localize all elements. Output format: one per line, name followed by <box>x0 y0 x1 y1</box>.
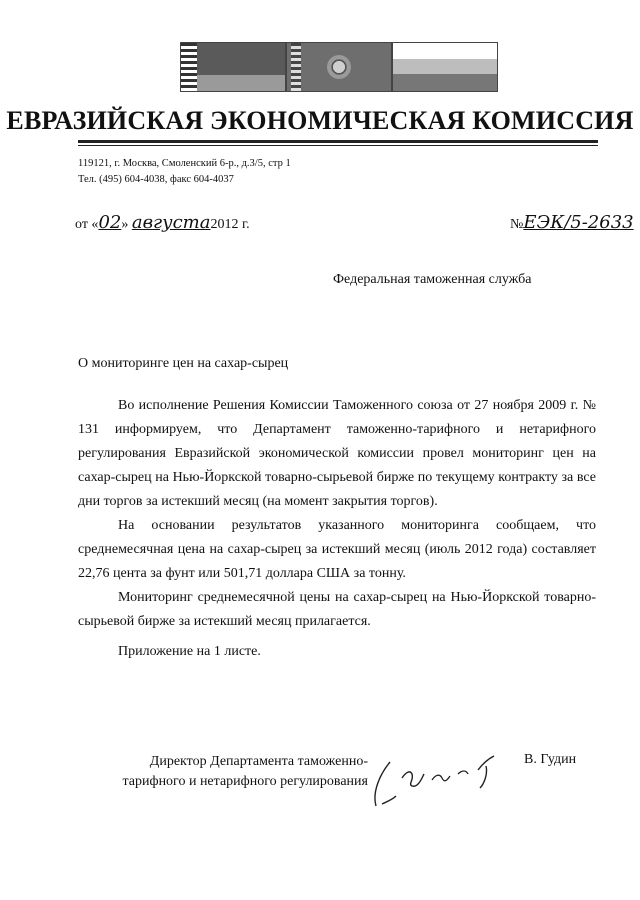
russia-flag-icon <box>392 42 498 92</box>
recipient: Федеральная таможенная служба <box>333 272 532 287</box>
address-line: 119121, г. Москва, Смоленский 6-р., д.3/5, стр 1 <box>78 158 291 169</box>
letter-date <box>75 212 250 233</box>
phone-line: Тел. (495) 604-4038, факс 604-4037 <box>78 174 234 185</box>
signatory-title <box>78 752 368 792</box>
body-paragraph: Во исполнение Решения Комиссии Таможенного союза от 27 ноября 2009 г. № 131 информируем, что Департамент таможенно-тарифного и нетарифного регулирования Евразийской экономической комиссии провел мониторинг цен на сахар-сырец на Нью-Йоркской товарно-сырьевой бирже по текущему контракту за все дни торгов за истекший месяц (на момент закрытия торгов). <box>78 398 596 509</box>
signatory-name: В. Гудин <box>524 752 577 767</box>
date-day: 02 <box>98 212 122 233</box>
date-year: 2012 г. <box>210 217 250 232</box>
number-value: ЕЭК/5-2633 <box>523 212 634 233</box>
flags-row <box>0 42 640 94</box>
organization-title: ЕВРАЗИЙСКАЯ ЭКОНОМИЧЕСКАЯ КОМИССИЯ <box>6 106 634 135</box>
date-mid: » <box>121 217 129 232</box>
header-rule-thick <box>78 140 598 143</box>
subject-line: О мониторинге цен на сахар-сырец <box>78 356 289 371</box>
letter-body <box>78 394 596 634</box>
signatory-title-line: Директор Департамента таможенно- <box>149 754 368 769</box>
belarus-flag-icon <box>180 42 286 92</box>
body-paragraph: Мониторинг среднемесячной цены на сахар-сырец на Нью-Йоркской товарно-сырьевой бирже за истекший месяц прилагается. <box>78 590 596 629</box>
attachment-note: Приложение на 1 листе. <box>118 644 261 659</box>
kazakhstan-flag-icon <box>286 42 392 92</box>
body-paragraph: На основании результатов указанного мониторинга сообщаем, что среднемесячная цена на сахар-сырец за истекший месяц (июль 2012 года) составляет 22,76 цента за фунт или 501,71 доллара США за тонну. <box>78 518 596 581</box>
date-month: августа <box>131 212 211 233</box>
header-rule-thin <box>78 145 598 146</box>
letter-number <box>510 212 634 233</box>
date-prefix: от « <box>75 217 99 232</box>
signatory-title-line: тарифного и нетарифного регулирования <box>122 774 368 789</box>
handwritten-signature <box>362 744 512 814</box>
number-prefix: № <box>510 217 524 232</box>
